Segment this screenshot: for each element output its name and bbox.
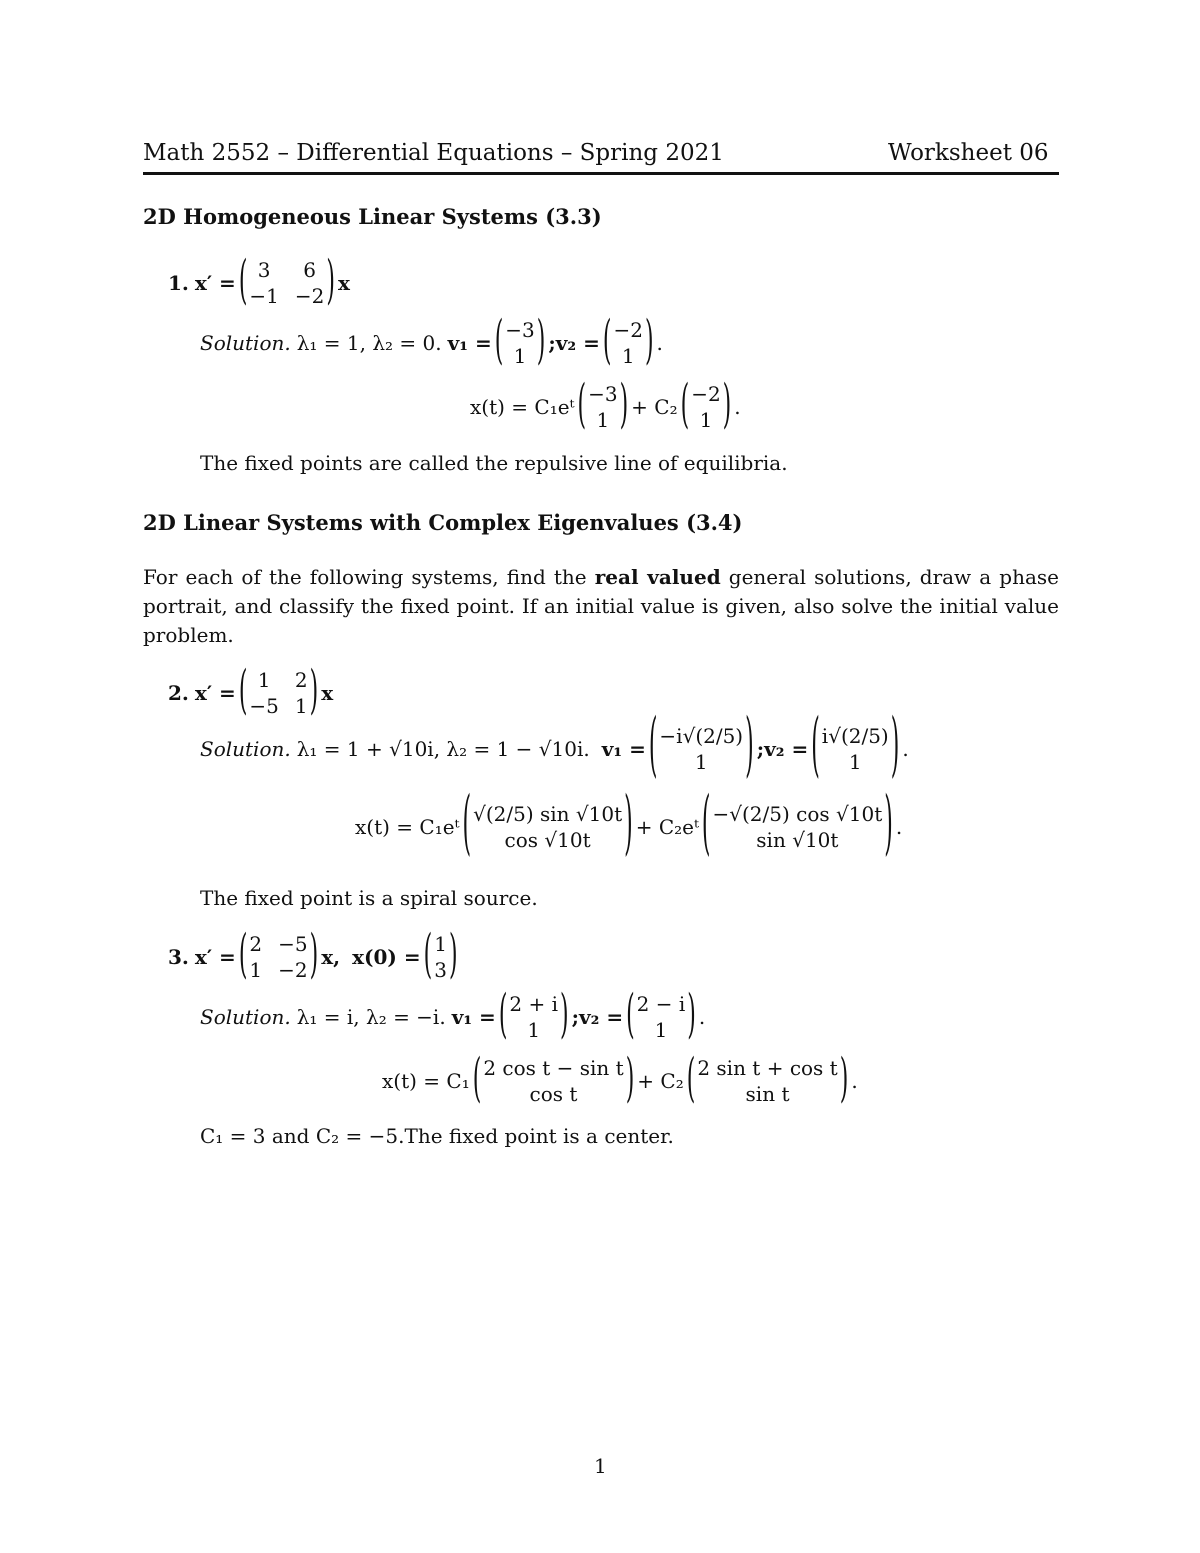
problem-1-general-solution: x(t) = C₁eᵗ ( −3 1 ) + C₂ ( −2 1 ) . xyxy=(470,375,741,436)
matrix-cell: 1 xyxy=(249,958,263,982)
v2-label: ;v₂ = xyxy=(548,331,600,355)
problem-1-equation xyxy=(168,251,350,312)
matrix-cell: −2 xyxy=(294,284,325,308)
intro-emphasis: real valued xyxy=(594,565,721,589)
vector-cell: 1 xyxy=(513,344,527,368)
vector-cell: 2 + i xyxy=(509,992,558,1016)
general-plus: + C₂eᵗ xyxy=(635,815,699,839)
vector-cell: 2 − i xyxy=(636,992,686,1016)
eigenvector-2: ( −2 1 ) xyxy=(602,311,654,372)
eigenvector-2: ( i√(2/5) 1 ) xyxy=(811,707,900,788)
worksheet-number: Worksheet 06 xyxy=(888,140,1049,166)
general-plus: + C₂ xyxy=(631,395,678,419)
problem-3-solution-eigen: Solution. λ₁ = i, λ₂ = −i. v₁ = ( 2 + i 1 ) ;v₂ = ( 2 − i 1 ) . xyxy=(200,985,706,1046)
solution-label: Solution. xyxy=(200,1005,291,1029)
section-heading-3-4 xyxy=(143,510,742,535)
matrix-cell: 2 xyxy=(249,932,263,956)
vector-cell: 2 sin t + cos t xyxy=(697,1056,838,1080)
matrix-cell: 6 xyxy=(303,258,316,282)
vector-cell: sin √10t xyxy=(756,828,839,852)
vector-cell: 1 xyxy=(699,408,713,432)
problem-1-note: The fixed points are called the repulsive line of equilibria. xyxy=(200,451,788,475)
problem-3-general-solution: x(t) = C₁ ( 2 cos t − sin t cos t ) + C₂ ( 2 sin t + cos t sin t ) . xyxy=(382,1049,858,1110)
solution-label: Solution. xyxy=(200,737,291,761)
problem-number: 2. xyxy=(168,681,189,705)
general-vector-2: ( 2 sin t + cos t sin t ) xyxy=(686,1049,849,1110)
matrix-cell: −2 xyxy=(278,958,308,982)
problem-1-solution-eigen: Solution. λ₁ = 1, λ₂ = 0. v₁ = ( −3 1 ) ;v₂ = ( −2 1 ) . xyxy=(200,311,663,372)
v1-label: v₁ = xyxy=(601,737,646,761)
vector-cell: 1 xyxy=(694,750,708,774)
eigenvector-1: ( −3 1 ) xyxy=(494,311,546,372)
problem-2-general-solution: x(t) = C₁eᵗ ( √(2/5) sin √10t cos √10t ) + C₂eᵗ ( −√(2/5) cos √10t sin √10t ) . xyxy=(355,785,903,866)
v1-label: v₁ = xyxy=(451,1005,496,1029)
vector-cell: cos t xyxy=(529,1082,578,1106)
problem-2-note: The fixed point is a spiral source. xyxy=(200,886,538,910)
coefficient-matrix: ( 2 −5 1 −2 ) xyxy=(238,925,319,986)
matrix-cell: −1 xyxy=(249,284,279,308)
vector-cell: 2 cos t − sin t xyxy=(483,1056,624,1080)
general-vector-1: ( 2 cos t − sin t cos t ) xyxy=(472,1049,635,1110)
vector-cell: −2 xyxy=(691,382,721,406)
vector-cell: −3 xyxy=(588,382,618,406)
matrix-cell: 1 xyxy=(294,694,308,718)
eigenvalues: λ₁ = i, λ₂ = −i. xyxy=(296,1005,446,1029)
page-number: 1 xyxy=(594,1454,607,1478)
instructions-paragraph xyxy=(143,563,1059,650)
problem-3-equation xyxy=(168,925,461,986)
vector-cell: −3 xyxy=(505,318,535,342)
general-lhs: x(t) = C₁eᵗ xyxy=(470,395,575,419)
solution-label: Solution. xyxy=(200,331,291,355)
worksheet-title: Math 2552 – Differential Equations – Spring 2021 xyxy=(143,140,724,166)
vector-cell: 1 xyxy=(434,932,447,956)
general-lhs: x(t) = C₁ xyxy=(382,1069,470,1093)
vector-cell: sin t xyxy=(745,1082,790,1106)
eigenvalues: λ₁ = 1, λ₂ = 0. xyxy=(296,331,442,355)
vector-cell: i√(2/5) xyxy=(821,724,889,748)
matrix-cell: 3 xyxy=(257,258,271,282)
intro-text: For each of the following systems, find the xyxy=(143,565,595,589)
initial-condition-lhs: x(0) = xyxy=(352,945,421,969)
general-lhs: x(t) = C₁eᵗ xyxy=(355,815,460,839)
coefficient-matrix: ( 1 2 −5 1 ) xyxy=(238,661,319,722)
v2-label: ;v₂ = xyxy=(756,737,809,761)
matrix-cell: 1 xyxy=(257,668,271,692)
problem-2-equation xyxy=(168,661,334,722)
vector-cell: −i√(2/5) xyxy=(659,724,744,748)
vector-cell: −√(2/5) cos √10t xyxy=(712,802,883,826)
problem-number: 1. xyxy=(168,271,189,295)
problem-number: 3. xyxy=(168,945,189,969)
initial-condition-vector: ( 1 3 ) xyxy=(423,925,458,986)
problem-2-solution-eigen: Solution. λ₁ = 1 + √10i, λ₂ = 1 − √10i. v₁ = ( −i√(2/5) 1 ) ;v₂ = ( i√(2/5) 1 ) . xyxy=(200,707,909,788)
matrix-cell: −5 xyxy=(249,694,279,718)
general-vector-1: ( √(2/5) sin √10t cos √10t ) xyxy=(462,785,633,866)
eigenvector-2: ( 2 − i 1 ) xyxy=(626,985,696,1046)
header-rule xyxy=(143,172,1059,175)
matrix-cell: 2 xyxy=(294,668,308,692)
vector-cell: −2 xyxy=(613,318,643,342)
eq-rhs: x xyxy=(337,271,350,295)
eigenvector-1: ( 2 + i 1 ) xyxy=(498,985,569,1046)
eigenvalues: λ₁ = 1 + √10i, λ₂ = 1 − √10i. xyxy=(296,737,590,761)
vector-cell: cos √10t xyxy=(504,828,591,852)
intro-text: general solutions, draw a phase portrait, and classify the fixed point. If an initial value is given, also solve the initial value problem. xyxy=(143,565,1059,647)
eq-lhs: x′ = xyxy=(194,681,236,705)
eq-lhs: x′ = xyxy=(194,945,236,969)
coefficient-matrix: ( 3 6 −1 −2 ) xyxy=(238,251,335,312)
general-vector-2: ( −2 1 ) xyxy=(680,375,732,436)
section-heading-3-3: 2D Homogeneous Linear Systems (3.3) xyxy=(143,204,602,229)
vector-cell: 3 xyxy=(434,958,447,982)
eq-rhs: x xyxy=(321,681,334,705)
vector-cell: √(2/5) sin √10t xyxy=(473,802,623,826)
eq-lhs: x′ = xyxy=(194,271,236,295)
vector-cell: 1 xyxy=(621,344,635,368)
eigenvector-1: ( −i√(2/5) 1 ) xyxy=(648,707,754,788)
eq-rhs: x, xyxy=(321,945,341,969)
general-plus: + C₂ xyxy=(637,1069,684,1093)
v1-label: v₁ = xyxy=(447,331,492,355)
vector-cell: 1 xyxy=(848,750,862,774)
section-heading-text: 2D Linear Systems with Complex Eigenvalues (3.4) xyxy=(143,510,743,535)
general-vector-2: ( −√(2/5) cos √10t sin √10t ) xyxy=(701,785,893,866)
problem-3-note: C₁ = 3 and C₂ = −5.The fixed point is a center. xyxy=(200,1124,674,1148)
vector-cell: 1 xyxy=(654,1018,668,1042)
v2-label: ;v₂ = xyxy=(571,1005,624,1029)
vector-cell: 1 xyxy=(596,408,610,432)
matrix-cell: −5 xyxy=(278,932,308,956)
vector-cell: 1 xyxy=(527,1018,541,1042)
general-vector-1: ( −3 1 ) xyxy=(577,375,629,436)
